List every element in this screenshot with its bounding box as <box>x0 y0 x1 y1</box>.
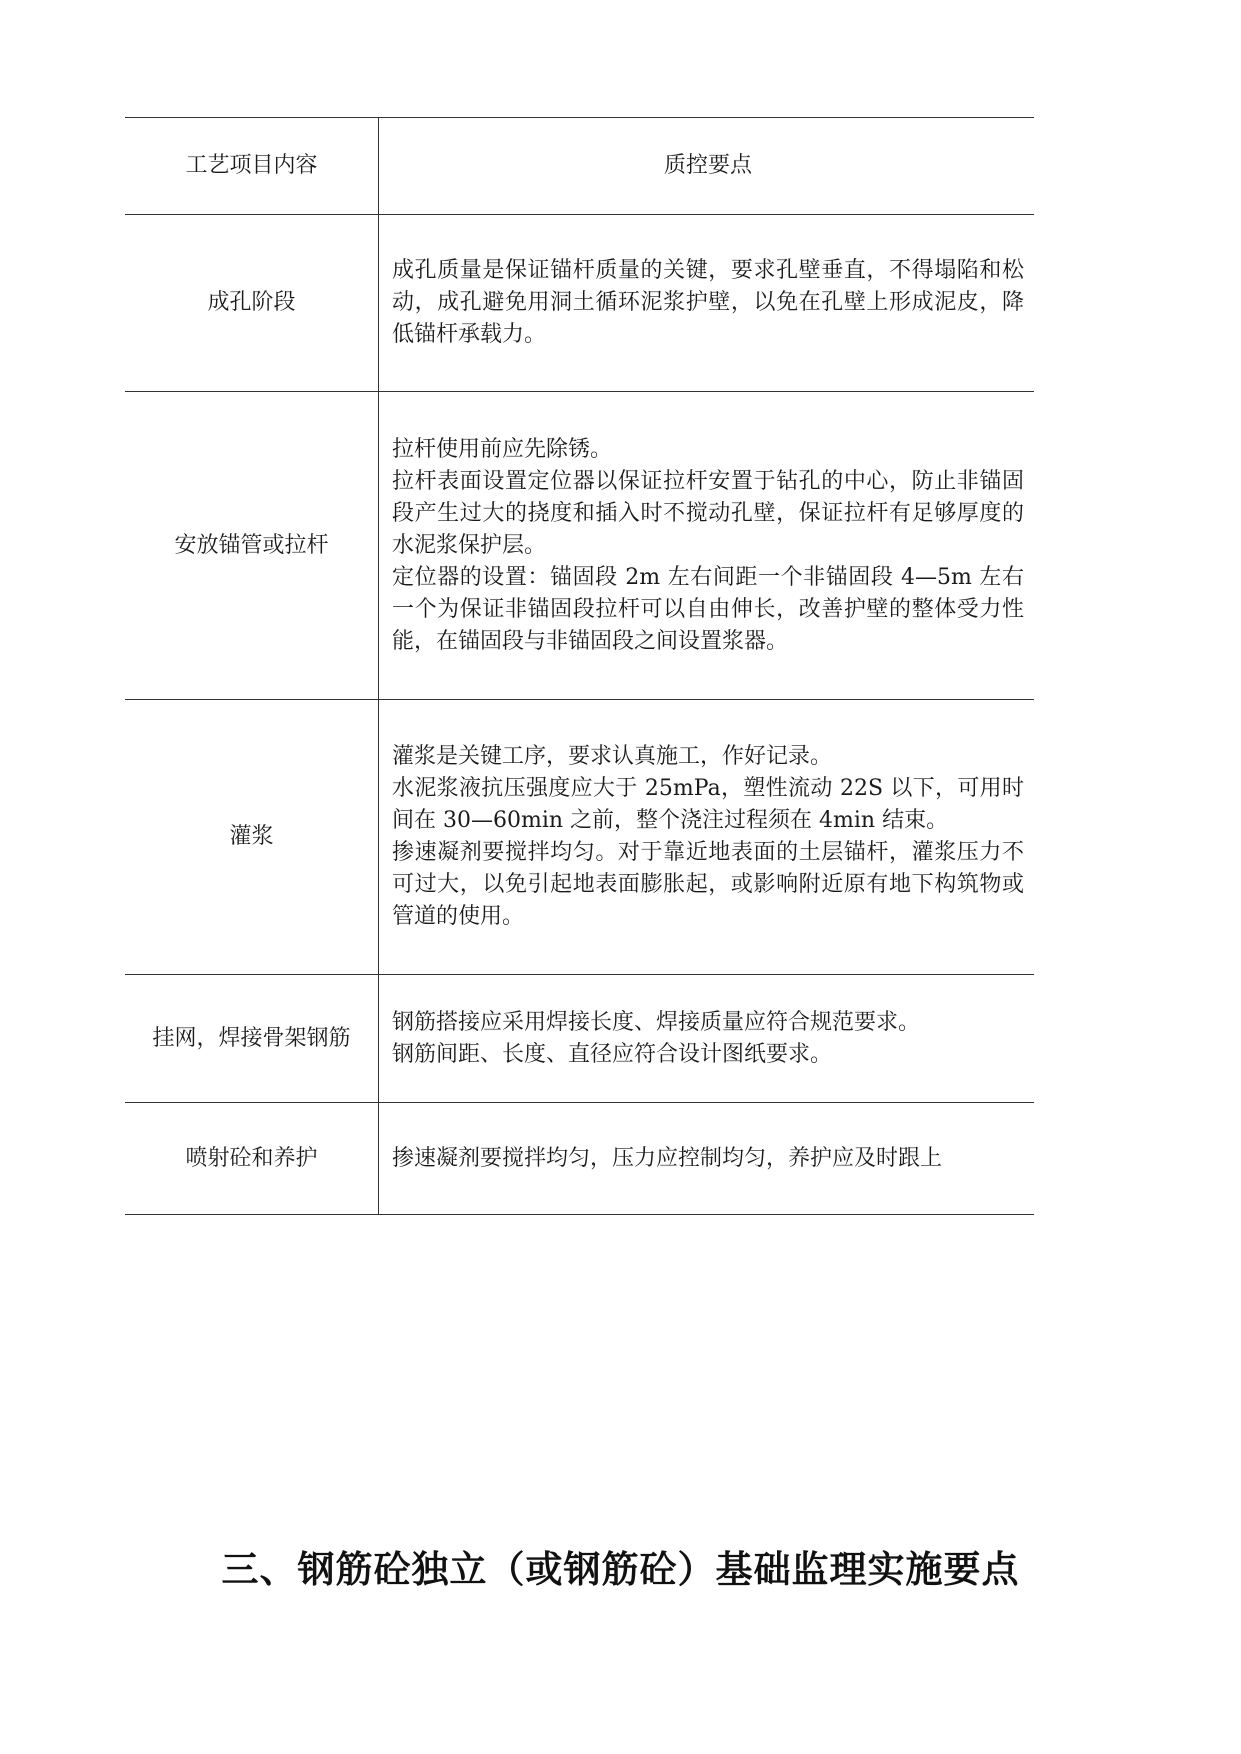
process-item-cell: 成孔阶段 <box>125 215 379 392</box>
table-row <box>125 392 1034 700</box>
qc-point-text: 拉杆使用前应先除锈。 <box>392 436 613 462</box>
qc-point-text: 钢筋搭接应采用焊接长度、焊接质量应符合规范要求。 <box>392 1009 921 1035</box>
quality-control-table <box>125 117 1034 1215</box>
table-row <box>125 215 1034 392</box>
table-row <box>125 975 1034 1103</box>
qc-point-text: 定位器的设置：锚固段 2m 左右间距一个非锚固段 4—5m 左右一个为保证非锚固段拉杆可以自由伸长，改善护壁的整体受力性能，在锚固段与非锚固段之间设置浆器。 <box>392 564 1024 654</box>
qc-points-cell <box>379 215 1035 392</box>
section-heading: 三、钢筋砼独立（或钢筋砼）基础监理实施要点 <box>221 1548 1020 1591</box>
process-item-cell: 安放锚管或拉杆 <box>125 392 379 700</box>
qc-points-cell <box>379 1103 1035 1215</box>
process-item-cell: 喷射砼和养护 <box>125 1103 379 1215</box>
process-item-cell: 灌浆 <box>125 700 379 975</box>
qc-points-cell <box>379 700 1035 975</box>
header-qc-points: 质控要点 <box>379 118 1035 215</box>
qc-point-text: 拉杆表面设置定位器以保证拉杆安置于钻孔的中心，防止非锚固段产生过大的挠度和插入时不搅动孔壁，保证拉杆有足够厚度的水泥浆保护层。 <box>392 468 1024 558</box>
qc-points-cell <box>379 975 1035 1103</box>
process-item-cell: 挂网，焊接骨架钢筋 <box>125 975 379 1103</box>
table-header-row <box>125 118 1034 215</box>
header-process-item: 工艺项目内容 <box>125 118 379 215</box>
qc-point-text: 灌浆是关键工序，要求认真施工，作好记录。 <box>392 744 833 769</box>
qc-point-text: 掺速凝剂要搅拌均匀。对于靠近地表面的土层锚杆，灌浆压力不可过大，以免引起地表面膨胀起，或影响附近原有地下构筑物或管道的使用。 <box>392 840 1024 929</box>
qc-point-text: 水泥浆液抗压强度应大于 25mPa，塑性流动 22S 以下，可用时间在 30—60min 之前，整个浇注过程须在 4min 结束。 <box>392 776 1024 833</box>
qc-point-text: 掺速凝剂要搅拌均匀，压力应控制均匀，养护应及时跟上 <box>392 1145 943 1171</box>
table-row <box>125 700 1034 975</box>
table-row <box>125 1103 1034 1215</box>
qc-point-text: 成孔质量是保证锚杆质量的关键，要求孔壁垂直，不得塌陷和松动，成孔避免用洞土循环泥浆护壁，以免在孔壁上形成泥皮，降低锚杆承载力。 <box>392 258 1024 347</box>
qc-point-text: 钢筋间距、长度、直径应符合设计图纸要求。 <box>392 1041 833 1067</box>
qc-points-cell <box>379 392 1035 700</box>
